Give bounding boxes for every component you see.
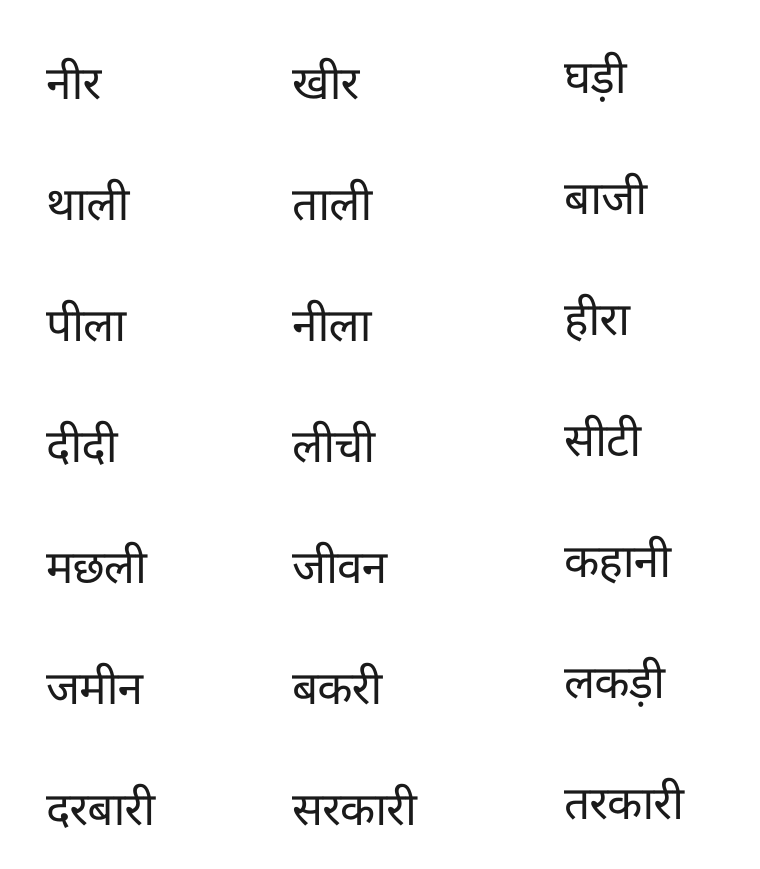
word-r7-c3: तरकारी: [564, 775, 684, 830]
word-r3-c2: नीला: [292, 297, 371, 352]
word-r6-c3: लकड़ी: [564, 654, 665, 709]
word-r5-c3: कहानी: [564, 533, 671, 588]
word-r6-c1: जमीन: [46, 660, 143, 715]
word-grid: [46, 22, 736, 869]
word-r7-c2: सरकारी: [292, 781, 416, 836]
word-r1-c1: नीर: [46, 55, 101, 110]
word-r4-c2: लीची: [292, 418, 375, 473]
word-r2-c3: बाजी: [564, 170, 647, 225]
word-r7-c1: दरबारी: [46, 781, 155, 836]
word-r3-c1: पीला: [46, 297, 126, 352]
word-r4-c3: सीटी: [564, 412, 641, 467]
word-r1-c3: घड़ी: [564, 49, 626, 104]
word-r5-c1: मछली: [46, 539, 146, 594]
word-r2-c1: थाली: [46, 176, 129, 231]
word-r3-c3: हीरा: [564, 291, 630, 346]
word-r4-c1: दीदी: [46, 418, 117, 473]
word-r2-c2: ताली: [292, 176, 372, 231]
word-r1-c2: खीर: [292, 55, 359, 110]
word-r6-c2: बकरी: [292, 660, 382, 715]
word-r5-c2: जीवन: [292, 539, 387, 594]
